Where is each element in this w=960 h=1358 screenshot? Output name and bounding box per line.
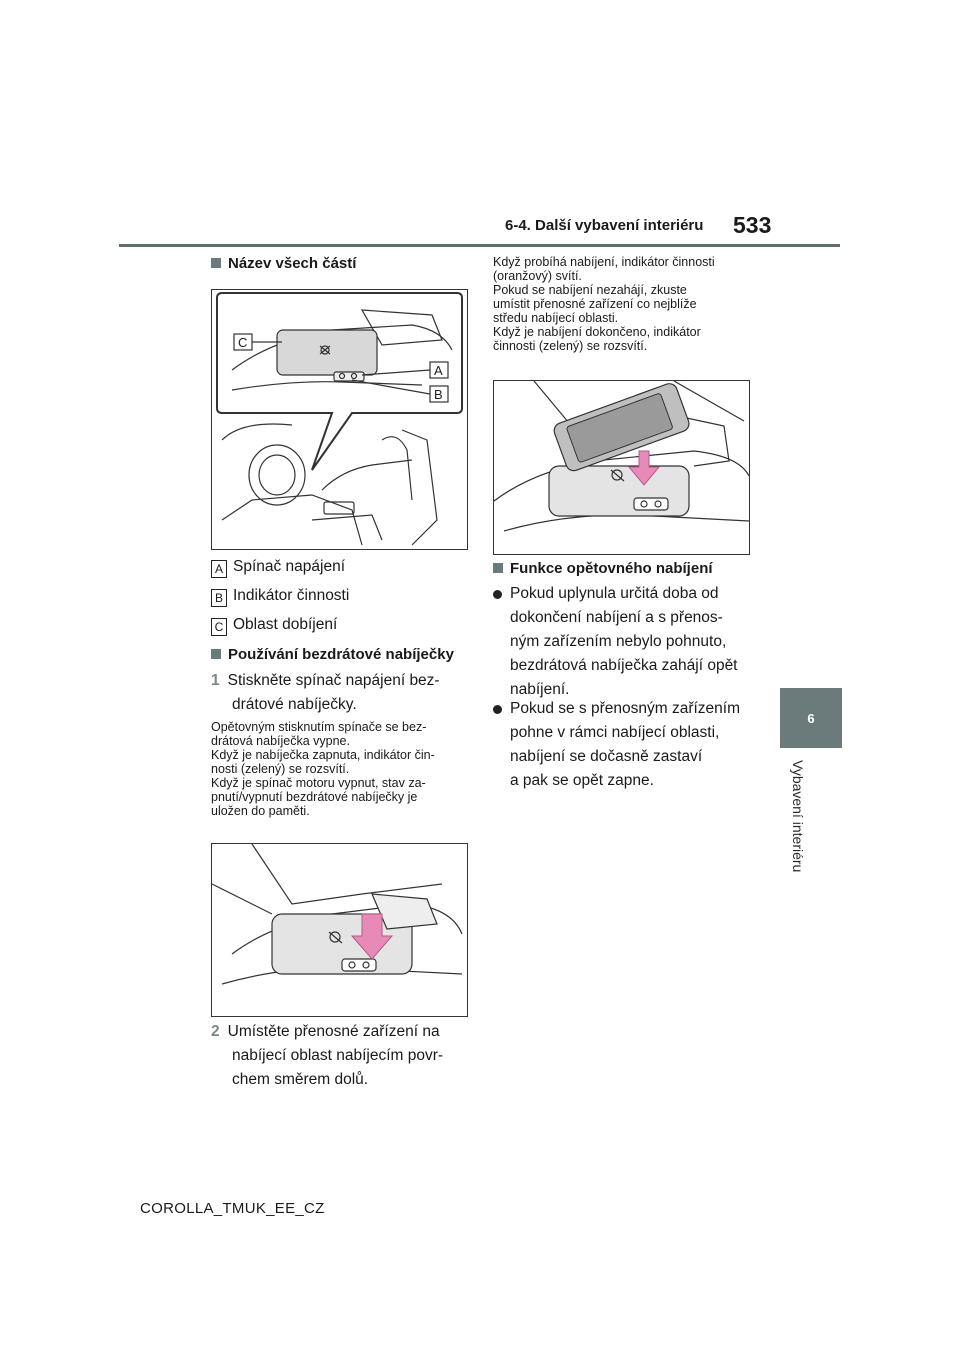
step-2-number: 2 [211,1023,220,1040]
callout-c-label: C [238,335,248,350]
document-code: COROLLA_TMUK_EE_CZ [140,1200,325,1217]
dashboard-illustration [212,290,467,549]
note-2: Když probíhá nabíjení, indikátor činnosti (oranžový) svítí. Pokud se nabíjení nezahájí, zkuste umístit přenosné zařízení co nejblíže středu nabíjecí oblasti. Když je nabíjení dokončeno, indikátor činnosti (zelený) se rozsvítí. [493,255,715,353]
phone-charger-illustration [494,381,749,554]
legend-letter-c: C [211,618,227,636]
step-1-number: 1 [211,672,220,689]
step-1: 1 Stiskněte spínač napájení bez- drátové nabíječky. [211,672,440,713]
legend-item-a: A Spínač napájení [211,558,345,578]
heading-square-icon [211,649,221,659]
heading-square-icon [211,258,221,268]
chapter-label: Vybavení interiéru [790,760,806,873]
header-rule [119,244,840,247]
figure-press-switch [211,843,468,1017]
figure-place-phone [493,380,750,555]
bullet-recharge-1: Pokud uplynula určitá doba od dokončení nabíjení a s přenos- ným zařízením nebylo pohnuto, bezdrátová nabíječka zahájí opět nabíjení. [493,582,780,702]
callout-b-label: B [434,387,443,402]
bullet-dot-icon [493,590,502,599]
step-2: 2 Umístěte přenosné zařízení na nabíjecí oblast nabíjecím povr- chem směrem dolů. [211,1023,444,1088]
chapter-tab [780,688,842,748]
heading-recharge: Funkce opětovného nabíjení [493,560,713,577]
legend-item-b: B Indikátor činnosti [211,587,349,607]
legend-letter-a: A [211,560,227,578]
bullet-recharge-2: Pokud se s přenosným zařízením pohne v rámci nabíjecí oblasti, nabíjení se dočasně zastaví a pak se opět zapne. [493,697,780,793]
heading-square-icon [493,563,503,573]
bullet-dot-icon [493,705,502,714]
heading-parts: Název všech částí [211,255,356,272]
legend-item-c: C Oblast dobíjení [211,616,337,636]
page-number: 533 [733,212,772,238]
note-1: Opětovným stisknutím spínače se bez- drátová nabíječka vypne. Když je nabíječka zapnuta, indikátor čin- nosti (zelený) se rozsvítí. Když je spínač motoru vypnut, stav za- pnutí/vypnutí bezdrátové nabíječky je uložen do paměti. [211,720,435,818]
callout-a-label: A [434,363,443,378]
legend-letter-b: B [211,589,227,607]
charger-switch-illustration [212,844,467,1016]
chapter-number: 6 [807,710,815,726]
heading-use: Používání bezdrátové nabíječky [211,646,454,663]
section-title: 6-4. Další vybavení interiéru [505,217,704,234]
figure-parts [211,289,468,550]
